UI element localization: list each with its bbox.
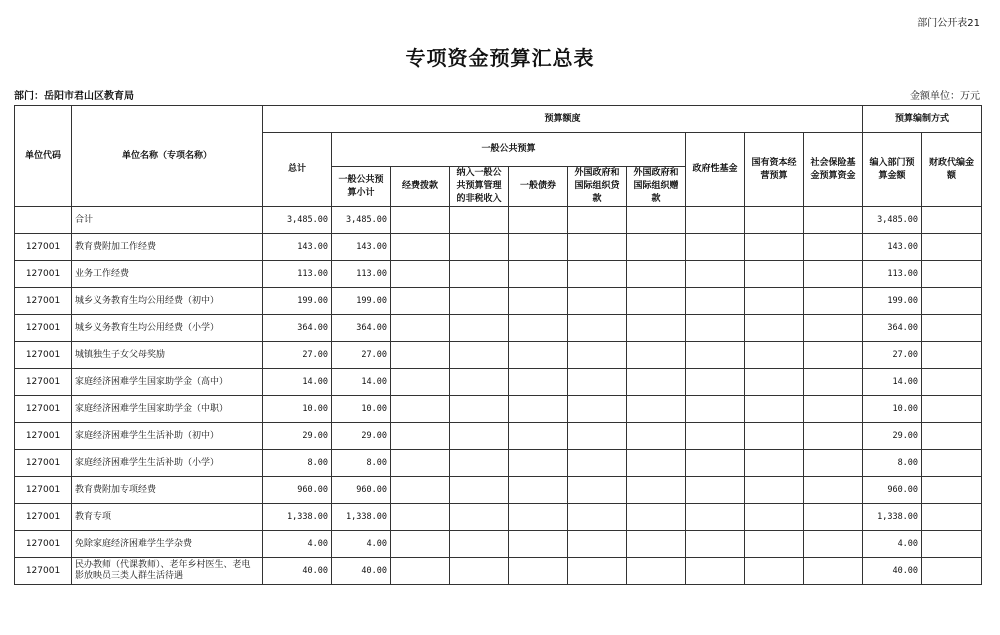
cell-fiscal-agency	[922, 315, 982, 342]
cell-fiscal-agency	[922, 288, 982, 315]
cell-general-subtotal: 3,485.00	[332, 207, 391, 234]
cell-soe-capital	[745, 234, 804, 261]
cell-gov-fund	[686, 504, 745, 531]
cell-funding	[391, 477, 450, 504]
cell-unit-code: 127001	[15, 450, 72, 477]
cell-bonds	[509, 207, 568, 234]
header-budget-method: 预算编制方式	[863, 106, 982, 133]
cell-bonds	[509, 261, 568, 288]
cell-social-insurance	[804, 477, 863, 504]
cell-gov-fund	[686, 477, 745, 504]
cell-foreign-grants	[627, 450, 686, 477]
cell-foreign-loans	[568, 369, 627, 396]
cell-general-subtotal: 143.00	[332, 234, 391, 261]
cell-general-subtotal: 199.00	[332, 288, 391, 315]
cell-unit-name: 家庭经济困难学生生活补助（初中）	[72, 423, 263, 450]
cell-dept-prepared: 364.00	[863, 315, 922, 342]
cell-nontax	[450, 261, 509, 288]
cell-foreign-grants	[627, 477, 686, 504]
cell-unit-code: 127001	[15, 396, 72, 423]
cell-foreign-loans	[568, 234, 627, 261]
cell-social-insurance	[804, 315, 863, 342]
cell-foreign-loans	[568, 396, 627, 423]
cell-nontax	[450, 558, 509, 585]
cell-fiscal-agency	[922, 342, 982, 369]
cell-foreign-grants	[627, 531, 686, 558]
cell-funding	[391, 369, 450, 396]
budget-table	[14, 105, 982, 585]
cell-unit-name: 城乡义务教育生均公用经费（小学）	[72, 315, 263, 342]
cell-fiscal-agency	[922, 423, 982, 450]
header-budget-amount: 预算额度	[263, 106, 863, 133]
cell-nontax	[450, 234, 509, 261]
cell-fiscal-agency	[922, 207, 982, 234]
header-funding: 经费拨款	[391, 167, 450, 207]
cell-foreign-loans	[568, 423, 627, 450]
cell-bonds	[509, 423, 568, 450]
cell-dept-prepared: 8.00	[863, 450, 922, 477]
cell-dept-prepared: 1,338.00	[863, 504, 922, 531]
cell-foreign-grants	[627, 369, 686, 396]
cell-unit-code: 127001	[15, 234, 72, 261]
cell-soe-capital	[745, 207, 804, 234]
cell-funding	[391, 531, 450, 558]
table-row	[15, 342, 982, 369]
cell-foreign-loans	[568, 207, 627, 234]
table-row	[15, 423, 982, 450]
cell-total: 10.00	[263, 396, 332, 423]
cell-foreign-grants	[627, 342, 686, 369]
header-nontax: 纳入一般公共预算管理的非税收入	[450, 167, 509, 207]
cell-funding	[391, 342, 450, 369]
cell-dept-prepared: 10.00	[863, 396, 922, 423]
cell-unit-code: 127001	[15, 369, 72, 396]
cell-foreign-loans	[568, 477, 627, 504]
header-general-budget: 一般公共预算	[332, 133, 686, 167]
cell-funding	[391, 450, 450, 477]
cell-general-subtotal: 960.00	[332, 477, 391, 504]
cell-funding	[391, 288, 450, 315]
cell-fiscal-agency	[922, 477, 982, 504]
cell-foreign-grants	[627, 558, 686, 585]
cell-foreign-grants	[627, 288, 686, 315]
cell-unit-name: 教育专项	[72, 504, 263, 531]
cell-unit-code: 127001	[15, 288, 72, 315]
cell-gov-fund	[686, 423, 745, 450]
cell-unit-name: 免除家庭经济困难学生学杂费	[72, 531, 263, 558]
cell-gov-fund	[686, 315, 745, 342]
cell-nontax	[450, 423, 509, 450]
cell-unit-code: 127001	[15, 504, 72, 531]
header-foreign-grants: 外国政府和国际组织赠款	[627, 167, 686, 207]
cell-foreign-loans	[568, 288, 627, 315]
cell-gov-fund	[686, 342, 745, 369]
cell-nontax	[450, 315, 509, 342]
total-row	[15, 207, 982, 234]
cell-foreign-loans	[568, 342, 627, 369]
cell-social-insurance	[804, 342, 863, 369]
cell-bonds	[509, 477, 568, 504]
form-tag: 部门公开表21	[917, 18, 980, 29]
cell-social-insurance	[804, 207, 863, 234]
table-row	[15, 477, 982, 504]
cell-foreign-grants	[627, 234, 686, 261]
cell-nontax	[450, 396, 509, 423]
cell-foreign-grants	[627, 315, 686, 342]
cell-fiscal-agency	[922, 531, 982, 558]
cell-foreign-grants	[627, 396, 686, 423]
cell-unit-name: 城乡义务教育生均公用经费（初中）	[72, 288, 263, 315]
cell-bonds	[509, 369, 568, 396]
cell-gov-fund	[686, 369, 745, 396]
cell-soe-capital	[745, 369, 804, 396]
cell-unit-code: 127001	[15, 477, 72, 504]
cell-general-subtotal: 27.00	[332, 342, 391, 369]
cell-bonds	[509, 288, 568, 315]
cell-nontax	[450, 288, 509, 315]
cell-foreign-loans	[568, 504, 627, 531]
cell-bonds	[509, 558, 568, 585]
cell-unit-code: 127001	[15, 342, 72, 369]
header-unit-code: 单位代码	[15, 106, 72, 207]
table-row	[15, 450, 982, 477]
cell-funding	[391, 261, 450, 288]
cell-fiscal-agency	[922, 396, 982, 423]
cell-soe-capital	[745, 477, 804, 504]
cell-social-insurance	[804, 558, 863, 585]
cell-bonds	[509, 315, 568, 342]
cell-soe-capital	[745, 261, 804, 288]
cell-total: 960.00	[263, 477, 332, 504]
cell-general-subtotal: 8.00	[332, 450, 391, 477]
cell-soe-capital	[745, 531, 804, 558]
cell-unit-code: 127001	[15, 423, 72, 450]
cell-soe-capital	[745, 558, 804, 585]
amount-unit-label: 金额单位：万元	[910, 91, 980, 102]
cell-foreign-loans	[568, 450, 627, 477]
cell-bonds	[509, 450, 568, 477]
department-label: 部门：岳阳市君山区教育局	[14, 91, 134, 102]
cell-unit-name: 业务工作经费	[72, 261, 263, 288]
cell-general-subtotal: 1,338.00	[332, 504, 391, 531]
cell-social-insurance	[804, 261, 863, 288]
table-row	[15, 288, 982, 315]
cell-general-subtotal: 14.00	[332, 369, 391, 396]
table-row	[15, 369, 982, 396]
cell-foreign-grants	[627, 261, 686, 288]
cell-nontax	[450, 207, 509, 234]
cell-social-insurance	[804, 369, 863, 396]
cell-dept-prepared: 29.00	[863, 423, 922, 450]
cell-gov-fund	[686, 234, 745, 261]
cell-bonds	[509, 234, 568, 261]
cell-dept-prepared: 199.00	[863, 288, 922, 315]
cell-dept-prepared: 4.00	[863, 531, 922, 558]
cell-social-insurance	[804, 234, 863, 261]
cell-soe-capital	[745, 342, 804, 369]
cell-funding	[391, 315, 450, 342]
cell-social-insurance	[804, 450, 863, 477]
cell-soe-capital	[745, 315, 804, 342]
cell-foreign-loans	[568, 531, 627, 558]
header-bonds: 一般债券	[509, 167, 568, 207]
cell-unit-code: 127001	[15, 261, 72, 288]
cell-total: 40.00	[263, 558, 332, 585]
cell-funding	[391, 558, 450, 585]
cell-soe-capital	[745, 504, 804, 531]
cell-total: 29.00	[263, 423, 332, 450]
cell-funding	[391, 207, 450, 234]
cell-total: 4.00	[263, 531, 332, 558]
cell-dept-prepared: 40.00	[863, 558, 922, 585]
cell-unit-name: 教育费附加工作经费	[72, 234, 263, 261]
cell-unit-code: 127001	[15, 558, 72, 585]
cell-general-subtotal: 4.00	[332, 531, 391, 558]
cell-total: 3,485.00	[263, 207, 332, 234]
cell-total: 14.00	[263, 369, 332, 396]
cell-gov-fund	[686, 450, 745, 477]
cell-bonds	[509, 396, 568, 423]
cell-dept-prepared: 14.00	[863, 369, 922, 396]
cell-nontax	[450, 504, 509, 531]
cell-fiscal-agency	[922, 450, 982, 477]
cell-funding	[391, 234, 450, 261]
cell-bonds	[509, 504, 568, 531]
cell-nontax	[450, 450, 509, 477]
cell-foreign-loans	[568, 315, 627, 342]
cell-general-subtotal: 364.00	[332, 315, 391, 342]
cell-soe-capital	[745, 450, 804, 477]
header-gov-fund: 政府性基金	[686, 133, 745, 207]
header-soe-capital: 国有资本经营预算	[745, 133, 804, 207]
cell-bonds	[509, 342, 568, 369]
cell-bonds	[509, 531, 568, 558]
header-foreign-loans: 外国政府和国际组织贷款	[568, 167, 627, 207]
cell-gov-fund	[686, 396, 745, 423]
cell-nontax	[450, 342, 509, 369]
cell-gov-fund	[686, 288, 745, 315]
header-unit-name: 单位名称（专项名称）	[72, 106, 263, 207]
cell-general-subtotal: 29.00	[332, 423, 391, 450]
cell-dept-prepared: 27.00	[863, 342, 922, 369]
cell-funding	[391, 396, 450, 423]
cell-total: 364.00	[263, 315, 332, 342]
cell-total: 199.00	[263, 288, 332, 315]
cell-general-subtotal: 113.00	[332, 261, 391, 288]
cell-gov-fund	[686, 207, 745, 234]
cell-general-subtotal: 10.00	[332, 396, 391, 423]
cell-unit-code: 127001	[15, 531, 72, 558]
cell-fiscal-agency	[922, 558, 982, 585]
header-general-subtotal: 一般公共预算小计	[332, 167, 391, 207]
cell-funding	[391, 423, 450, 450]
table-row	[15, 531, 982, 558]
cell-social-insurance	[804, 396, 863, 423]
cell-fiscal-agency	[922, 504, 982, 531]
cell-nontax	[450, 531, 509, 558]
cell-foreign-loans	[568, 261, 627, 288]
cell-soe-capital	[745, 396, 804, 423]
cell-general-subtotal: 40.00	[332, 558, 391, 585]
cell-dept-prepared: 3,485.00	[863, 207, 922, 234]
cell-gov-fund	[686, 261, 745, 288]
cell-fiscal-agency	[922, 234, 982, 261]
cell-foreign-grants	[627, 207, 686, 234]
cell-unit-name: 合计	[72, 207, 263, 234]
header-dept-prepared: 编入部门预算金额	[863, 133, 922, 207]
cell-total: 143.00	[263, 234, 332, 261]
cell-total: 1,338.00	[263, 504, 332, 531]
cell-gov-fund	[686, 531, 745, 558]
cell-dept-prepared: 960.00	[863, 477, 922, 504]
header-social-insurance: 社会保险基金预算资金	[804, 133, 863, 207]
table-row	[15, 315, 982, 342]
table-row	[15, 261, 982, 288]
header-fiscal-agency: 财政代编金额	[922, 133, 982, 207]
cell-unit-name: 家庭经济困难学生国家助学金（高中）	[72, 369, 263, 396]
cell-fiscal-agency	[922, 369, 982, 396]
cell-dept-prepared: 143.00	[863, 234, 922, 261]
cell-soe-capital	[745, 423, 804, 450]
cell-social-insurance	[804, 288, 863, 315]
page-title: 专项资金预算汇总表	[405, 46, 595, 70]
cell-social-insurance	[804, 423, 863, 450]
table-row	[15, 396, 982, 423]
table-row	[15, 234, 982, 261]
table-row	[15, 504, 982, 531]
cell-unit-name: 教育费附加专项经费	[72, 477, 263, 504]
cell-unit-name: 家庭经济困难学生生活补助（小学）	[72, 450, 263, 477]
cell-nontax	[450, 369, 509, 396]
cell-unit-name: 家庭经济困难学生国家助学金（中职）	[72, 396, 263, 423]
cell-nontax	[450, 477, 509, 504]
cell-unit-name: 民办教师（代课教师）、老年乡村医生、老电影放映员三类人群生活待遇	[72, 558, 263, 585]
cell-foreign-grants	[627, 504, 686, 531]
table-row	[15, 558, 982, 585]
cell-social-insurance	[804, 504, 863, 531]
cell-foreign-loans	[568, 558, 627, 585]
cell-funding	[391, 504, 450, 531]
cell-unit-name: 城镇独生子女父母奖励	[72, 342, 263, 369]
header-total: 总计	[263, 133, 332, 207]
cell-foreign-grants	[627, 423, 686, 450]
cell-total: 8.00	[263, 450, 332, 477]
cell-total: 27.00	[263, 342, 332, 369]
cell-fiscal-agency	[922, 261, 982, 288]
cell-gov-fund	[686, 558, 745, 585]
cell-total: 113.00	[263, 261, 332, 288]
cell-social-insurance	[804, 531, 863, 558]
cell-unit-code: 127001	[15, 315, 72, 342]
cell-soe-capital	[745, 288, 804, 315]
cell-dept-prepared: 113.00	[863, 261, 922, 288]
cell-unit-code	[15, 207, 72, 234]
